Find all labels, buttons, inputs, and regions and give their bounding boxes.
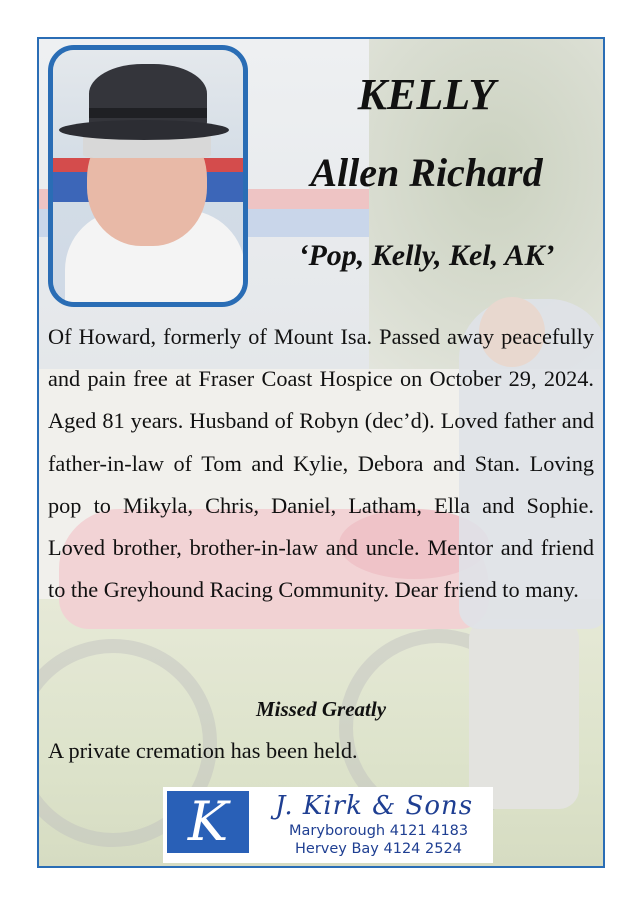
- hervey-bay-phone: Hervey Bay 4124 2524: [295, 841, 462, 857]
- portrait-photo: [48, 45, 248, 307]
- notice-frame: [37, 37, 605, 868]
- funeral-director-name: J. Kirk & Sons: [275, 791, 474, 821]
- nicknames-heading: ‘Pop, Kelly, Kel, AK’: [298, 239, 555, 272]
- cremation-text: A private cremation has been held.: [48, 738, 358, 763]
- obituary-body: Of Howard, formerly of Mount Isa. Passed away peacefully and pain free at Fraser Coast Hospice on October 29, 2024. Aged 81 years. Husband of Robyn (dec’d). Loved father and father-in-law of Tom and Kylie, Debora and Stan. Loving pop to Mikyla, Chris, Daniel, Latham, Ella and Sophie. Loved brother, brother-in-law and uncle. Mentor and friend to the Greyhound Racing Community. Dear friend to many.: [48, 324, 594, 603]
- surname-heading: KELLY: [357, 70, 496, 119]
- funeral-director-block: [163, 787, 493, 863]
- missed-greatly-text: Missed Greatly: [255, 697, 387, 721]
- maryborough-phone: Maryborough 4121 4183: [289, 823, 469, 839]
- given-names-heading: Allen Richard: [310, 150, 543, 195]
- funeral-director-logo: K: [167, 791, 249, 853]
